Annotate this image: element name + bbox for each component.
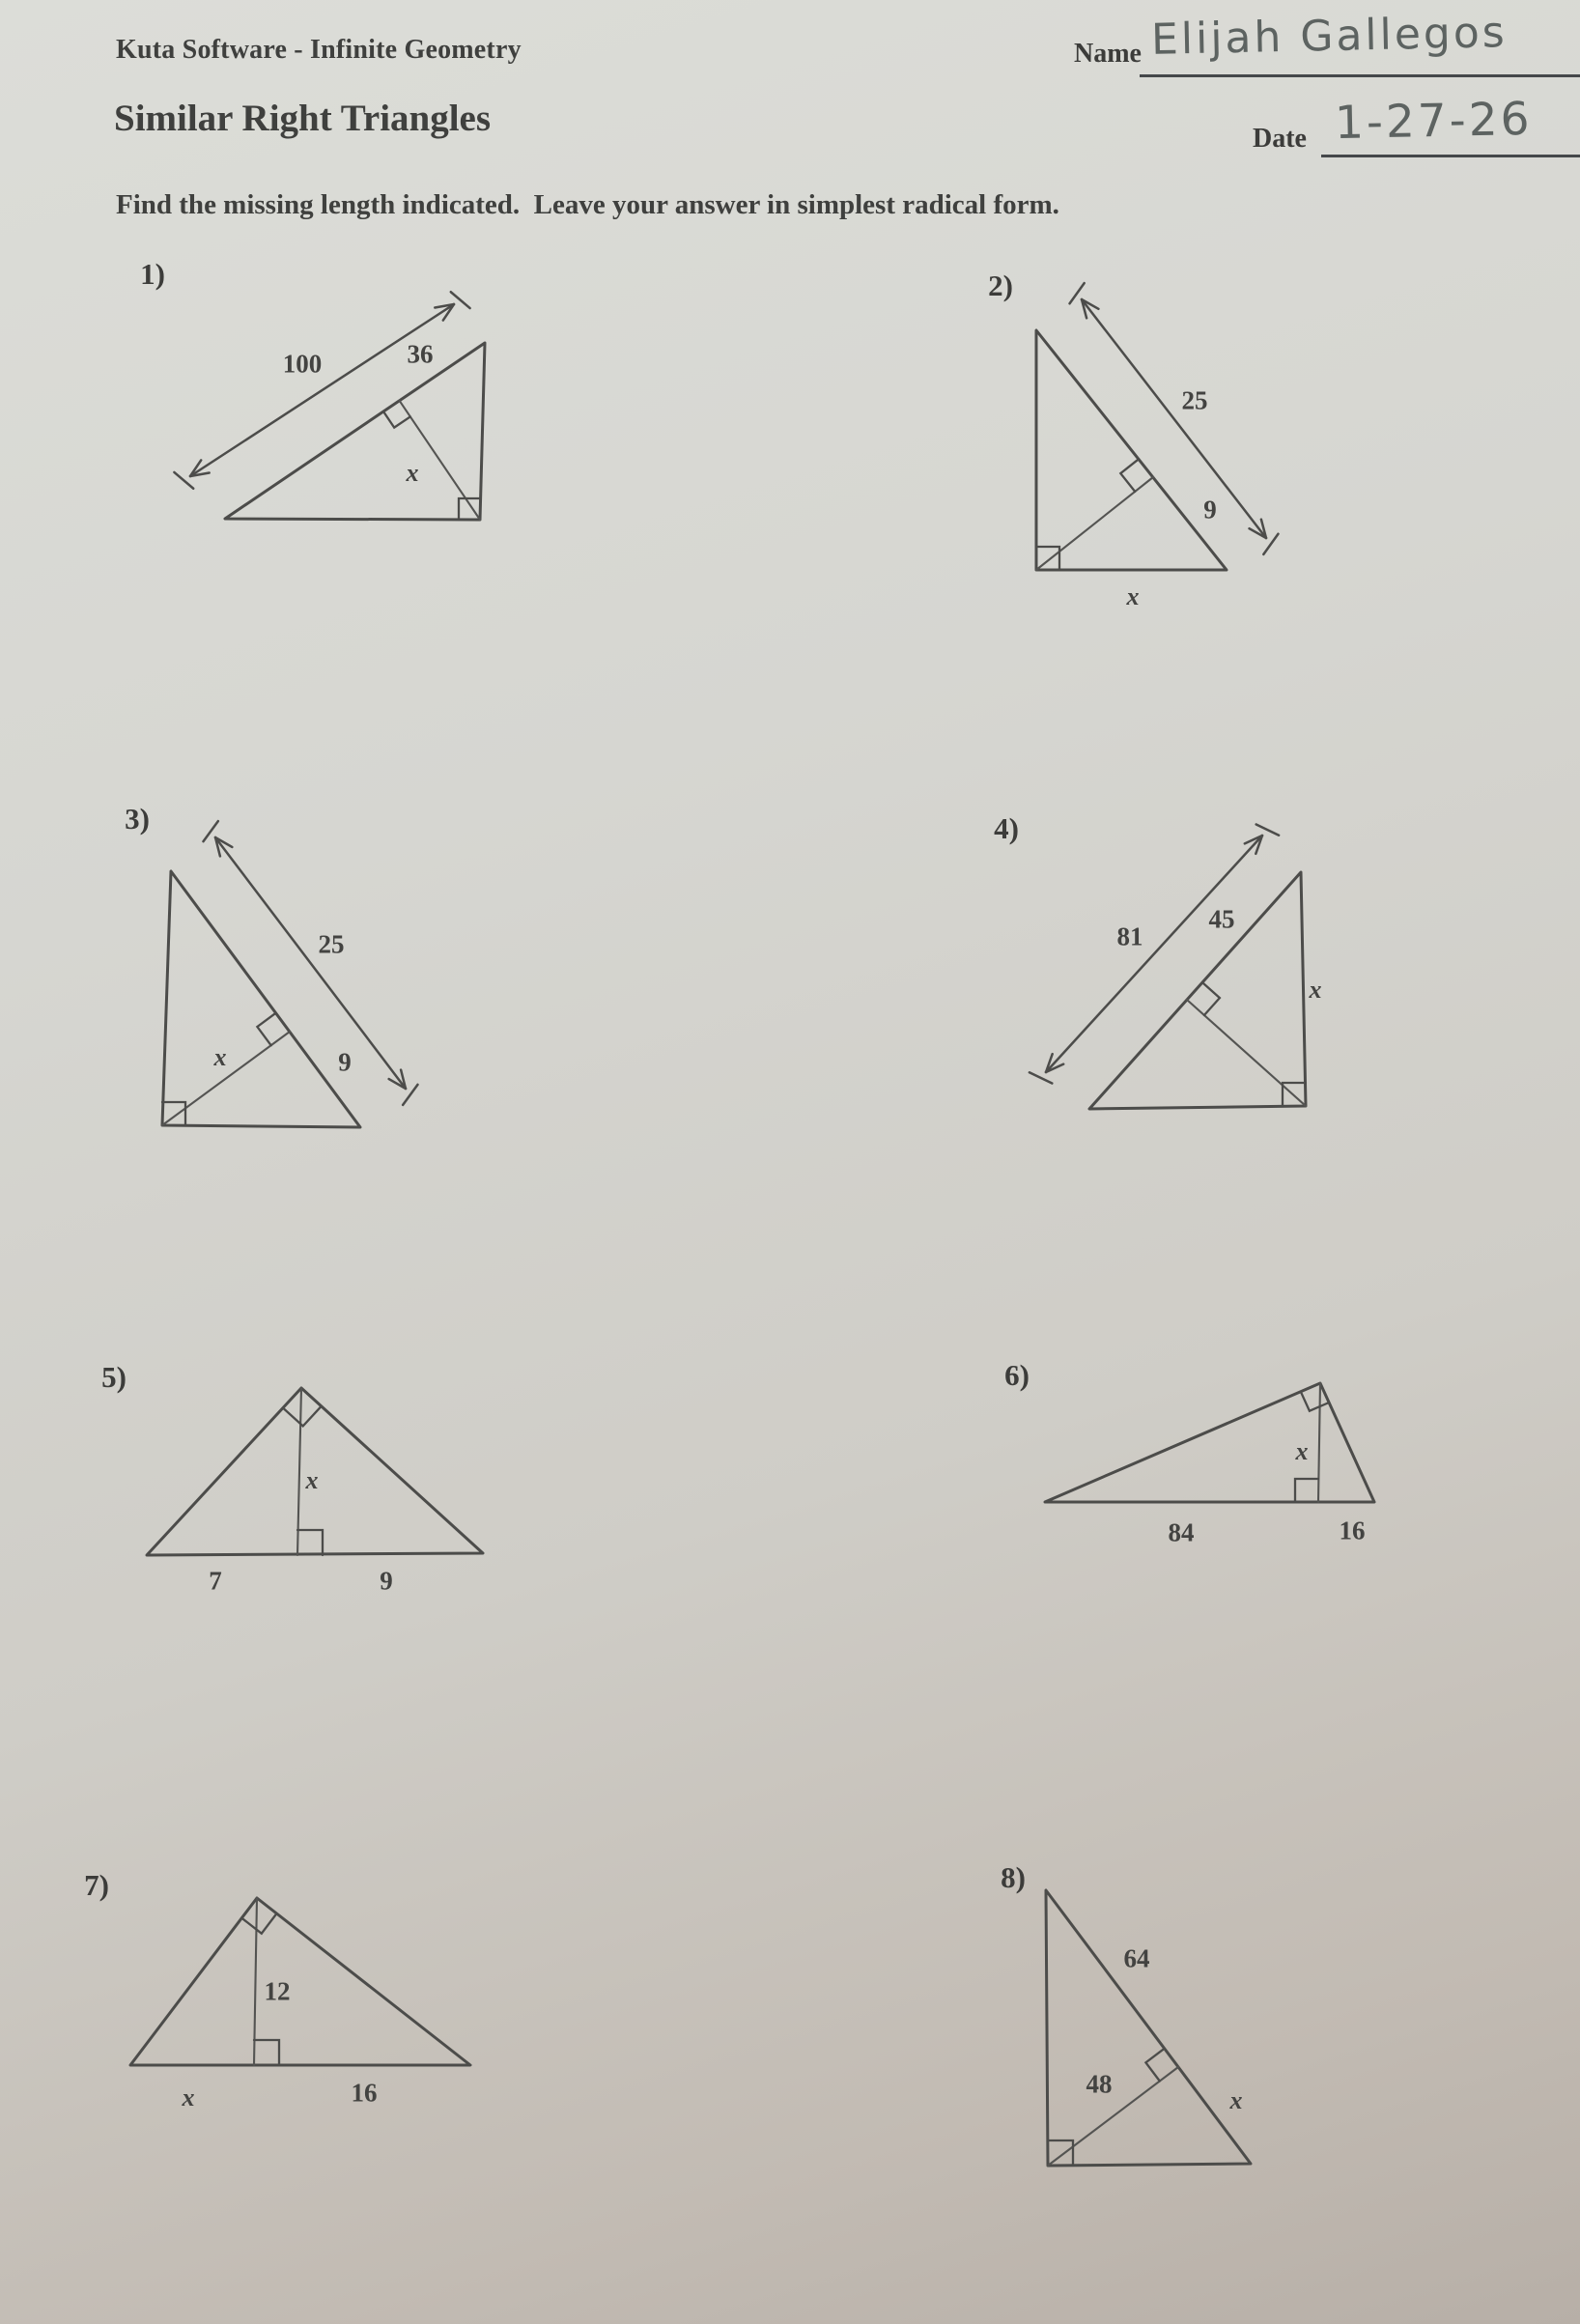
length-label: 16 (351, 2078, 378, 2108)
unknown-length-label: x (1309, 976, 1322, 1004)
unknown-length-label: x (1295, 1437, 1309, 1465)
problem-number: 5) (101, 1360, 127, 1394)
problem-number: 7) (84, 1868, 109, 1902)
length-label: 81 (1116, 921, 1143, 951)
triangle-figure (1014, 1864, 1333, 2193)
problem-number: 6) (1004, 1358, 1030, 1392)
length-label: 100 (282, 349, 323, 379)
problem-number: 1) (140, 257, 165, 291)
length-label: 9 (380, 1566, 393, 1596)
triangle-outline (1046, 1890, 1251, 2166)
problem-number: 8) (1001, 1860, 1026, 1894)
instructions-text: Find the missing length indicated. Leave your answer in simplest radical form. (116, 189, 1059, 220)
brand-text: Kuta Software - Infinite Geometry (116, 35, 522, 65)
unknown-length-label: x (1126, 582, 1140, 610)
unknown-length-label: x (213, 1043, 227, 1071)
right-angle-mark (1145, 2049, 1164, 2082)
length-label: 25 (1181, 385, 1208, 415)
unknown-length-label: x (406, 459, 419, 487)
length-label: 7 (209, 1566, 222, 1596)
altitude-line (1048, 2067, 1178, 2166)
length-label: 9 (1203, 495, 1217, 524)
length-label: 36 (407, 339, 434, 369)
length-label: 48 (1086, 2069, 1113, 2099)
length-label: 12 (264, 1976, 291, 2006)
length-label: 16 (1339, 1516, 1366, 1545)
unknown-length-label: x (305, 1466, 319, 1494)
length-label: 45 (1208, 904, 1235, 934)
unknown-length-label: x (1229, 2086, 1243, 2114)
page-title: Similar Right Triangles (114, 98, 492, 139)
name-value-handwritten: Elijah Gallegos (1150, 8, 1509, 65)
problem-number: 3) (125, 802, 150, 836)
length-label: 84 (1168, 1517, 1195, 1547)
length-label: 64 (1123, 1943, 1150, 1973)
date-value-handwritten: 1-27-26 (1334, 92, 1533, 151)
length-label: 25 (318, 929, 345, 959)
unknown-length-label: x (182, 2083, 195, 2111)
problem-number: 4) (994, 811, 1019, 845)
length-label: 9 (338, 1047, 352, 1077)
date-label: Date (1253, 124, 1307, 154)
name-label: Name (1074, 39, 1142, 69)
problem-number: 2) (988, 269, 1013, 302)
